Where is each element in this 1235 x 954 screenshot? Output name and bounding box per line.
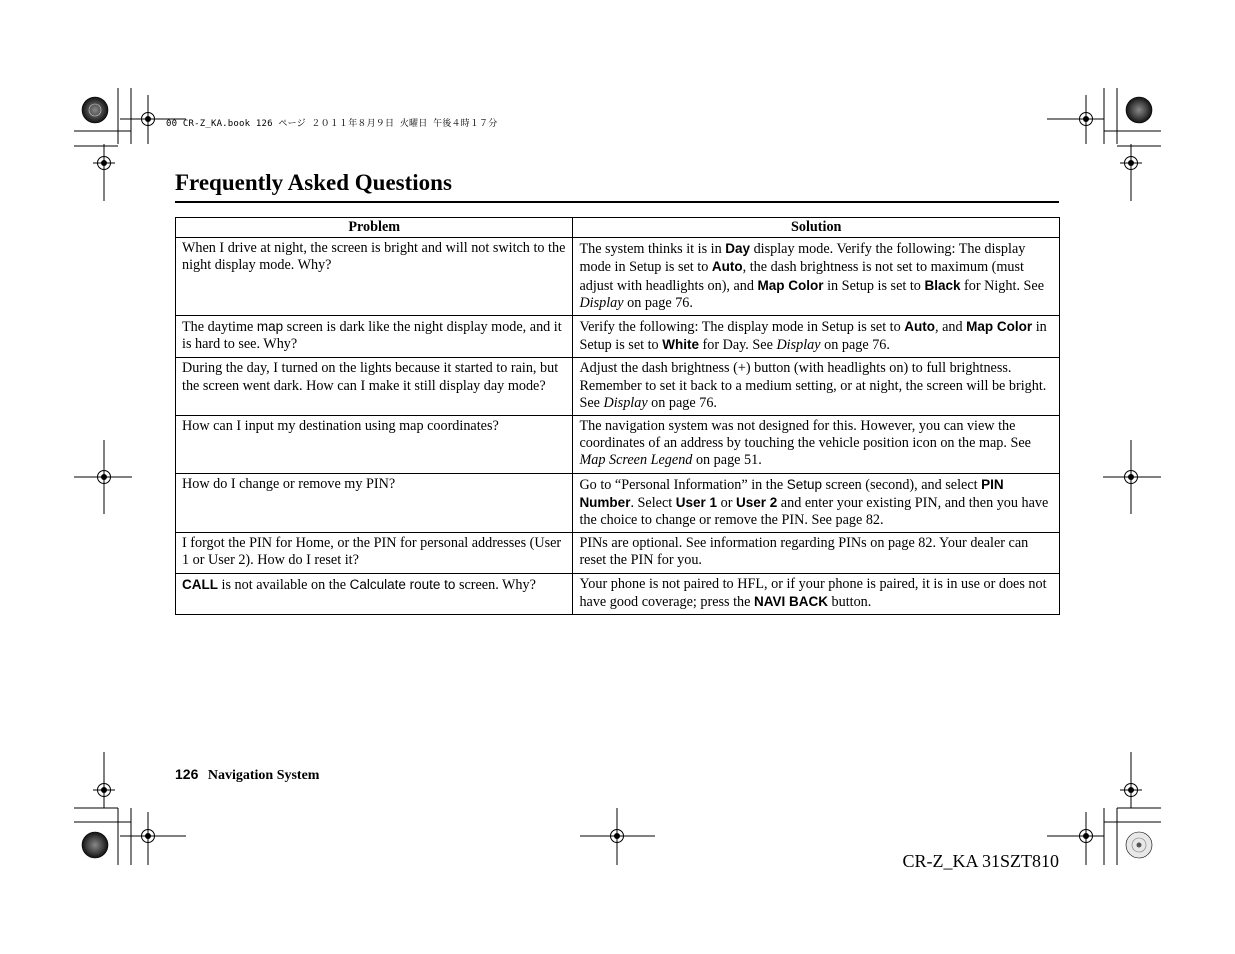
problem-cell	[176, 533, 573, 573]
cell-text: PINs are optional. See information regarding PINs on page 82. Your dealer can reset the PIN for you.	[579, 535, 1029, 569]
table-header-row	[176, 218, 1060, 238]
solution-cell	[573, 416, 1060, 474]
solution-column-header: Solution	[573, 218, 1060, 238]
page-footer	[175, 766, 319, 784]
ui-term: Calculate route to	[349, 576, 456, 592]
cell-text: screen (second), and select	[821, 476, 982, 493]
solution-cell	[573, 238, 1060, 316]
cross-reference: Display	[776, 337, 821, 354]
table-row	[176, 416, 1060, 474]
cross-reference: Display	[579, 294, 624, 311]
cell-text: on page 76.	[623, 294, 693, 311]
problem-cell	[176, 358, 573, 416]
cell-text: Go to “Personal Information” in the	[579, 476, 787, 493]
cell-text: and enter your existing PIN, and then you have the choice to change or remove the PIN. See page 82.	[579, 494, 1049, 529]
cell-text: screen. Why?	[455, 576, 536, 593]
cell-text: , the dash brightness is not set to maximum (must adjust with headlights on), and	[579, 259, 1024, 294]
ui-term: Auto	[711, 259, 743, 275]
cell-text: for Night. See	[960, 277, 1045, 294]
table-row	[176, 316, 1060, 358]
ui-term: Map Color	[757, 277, 824, 293]
cell-text: . Select	[630, 494, 676, 511]
ui-term: User 1	[675, 494, 718, 510]
cell-text: I forgot the PIN for Home, or the PIN for personal addresses (User 1 or User 2). How do I reset it?	[182, 535, 562, 569]
problem-cell	[176, 316, 573, 358]
print-slug-header: 00 CR-Z_KA.book 126 ページ ２０１１年８月９日 火曜日 午後４時１７分	[166, 119, 498, 129]
ui-term: CALL	[182, 576, 218, 592]
cell-text: Verify the following: The display mode in Setup is set to	[579, 319, 905, 336]
table-row	[176, 473, 1060, 533]
cell-text: How do I change or remove my PIN?	[182, 475, 396, 492]
cross-reference: Map Screen Legend	[579, 452, 693, 469]
table-row	[176, 573, 1060, 614]
cell-text: in Setup is set to	[579, 319, 1047, 354]
cell-text: display mode. Verify the following: The display mode in Setup is set to	[579, 241, 1026, 276]
document-code: CR-Z_KA 31SZT810	[902, 851, 1059, 871]
problem-cell	[176, 416, 573, 474]
page-title: Frequently Asked Questions	[175, 170, 452, 195]
solution-cell	[573, 473, 1060, 533]
problem-cell	[176, 238, 573, 316]
cell-text: The navigation system was not designed for this. However, you can view the coordinates of an address by touching the vehicle position icon on the map. See	[579, 418, 1031, 452]
cell-text: screen is dark like the night display mode, and it is hard to see. Why?	[182, 319, 562, 353]
table-row	[176, 238, 1060, 316]
ui-term: Map Color	[966, 319, 1033, 335]
ui-term: Black	[924, 277, 961, 293]
cell-text: During the day, I turned on the lights because it started to rain, but the screen went dark. How can I make it still display day mode?	[182, 360, 559, 394]
ui-term: NAVI BACK	[753, 593, 828, 609]
table-row	[176, 358, 1060, 416]
ui-term: Setup	[786, 476, 822, 492]
title-rule	[175, 201, 1059, 203]
cell-text: When I drive at night, the screen is bright and will not switch to the night display mode. Why?	[182, 240, 566, 274]
cell-text: button.	[827, 593, 872, 610]
solution-cell	[573, 316, 1060, 358]
faq-table-body	[176, 238, 1060, 615]
table-row	[176, 533, 1060, 573]
cell-text: The system thinks it is in	[579, 241, 726, 258]
cell-text: for Day. See	[698, 337, 777, 354]
ui-term: User 2	[735, 494, 778, 510]
cell-text: is not available on the	[218, 576, 350, 593]
ui-term: White	[662, 337, 699, 353]
cell-text: How can I input my destination using map coordinates?	[182, 418, 499, 435]
ui-term: Day	[725, 241, 751, 257]
section-title: Navigation System	[207, 768, 320, 783]
cell-text: in Setup is set to	[823, 277, 925, 294]
page-number: 126	[175, 766, 199, 782]
ui-term: map	[256, 319, 284, 335]
cell-text: Adjust the dash brightness (+) button (with headlights on) to full brightness. Remember to set it back to a medium setting, or at night, the screen will be bright. See	[579, 360, 1047, 411]
cell-text: The daytime	[182, 319, 257, 336]
solution-cell	[573, 573, 1060, 614]
problem-cell	[176, 573, 573, 614]
problem-column-header: Problem	[176, 218, 573, 238]
faq-table	[175, 217, 1060, 615]
cell-text: on page 76.	[820, 337, 890, 354]
cell-text: or	[717, 494, 736, 511]
solution-cell	[573, 533, 1060, 573]
cross-reference: Display	[603, 394, 648, 411]
cell-text: on page 51.	[692, 452, 762, 469]
cell-text: Your phone is not paired to HFL, or if your phone is paired, it is in use or does not have good coverage; press the	[579, 575, 1047, 610]
solution-cell	[573, 358, 1060, 416]
ui-term: Auto	[904, 319, 936, 335]
ui-term: PIN Number	[579, 476, 1004, 510]
cell-text: on page 76.	[647, 394, 717, 411]
problem-cell	[176, 473, 573, 533]
cell-text: , and	[935, 319, 967, 336]
